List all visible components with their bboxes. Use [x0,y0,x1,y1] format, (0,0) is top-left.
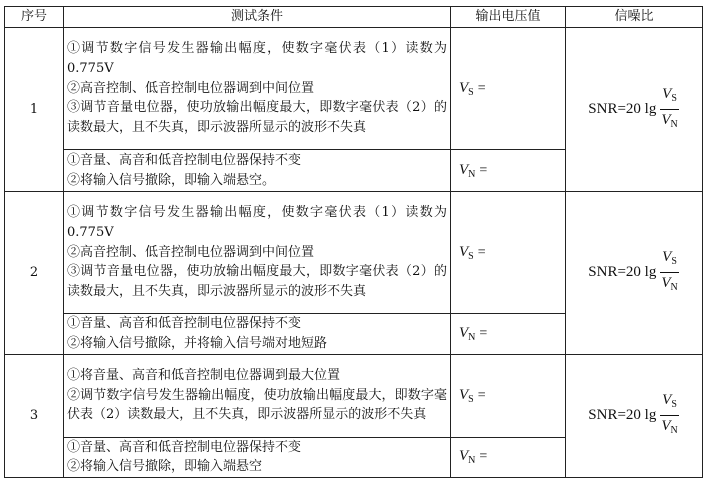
row-number: 3 [5,354,64,478]
voltage-symbol: V [661,112,671,128]
signal-subscript: S [468,86,474,98]
snr-formula-cell [566,354,703,478]
snr-test-table [4,6,703,478]
signal-condition-cell [64,192,451,314]
table-row [5,354,703,437]
snr-fraction [659,248,679,297]
condition-step: ②调节数字信号发生器输出幅度，使功放输出幅度最大，即数字毫伏表（2）读数最大，且不失真，即示波器所显示的波形不失真 [67,387,447,423]
signal-subscript: S [468,250,474,262]
header-condition: 测试条件 [64,7,451,28]
condition-step: ①调节数字信号发生器输出幅度，使数字毫伏表（1）读数为 0.775V [67,205,447,240]
header-output: 输出电压值 [451,7,566,28]
signal-subscript: S [671,256,677,268]
header-no: 序号 [5,7,64,28]
noise-subscript: N [468,168,476,180]
snr-formula-cell [566,28,703,192]
equals-sign: = [479,162,488,178]
condition-step: ②将输入信号撤除，并将输入信号端对地短路 [67,335,328,351]
snr-prefix: SNR=20 lg [588,101,657,117]
header-row [5,7,703,28]
equals-sign: = [479,325,488,341]
signal-subscript: S [671,399,677,411]
noise-voltage-cell [451,314,566,355]
voltage-symbol: V [459,324,469,341]
noise-condition-cell [64,150,451,192]
noise-voltage-cell [451,150,566,192]
condition-step: ①将音量、高音和低音控制电位器调到最大位置 [67,367,341,383]
voltage-symbol: V [662,392,672,409]
snr-fraction [659,85,679,134]
noise-subscript: N [670,119,678,130]
signal-voltage-cell [451,192,566,314]
snr-formula-cell [566,192,703,355]
condition-step: ①调节数字信号发生器输出幅度，使数字毫伏表（1）读数为 0.775V [67,41,447,76]
condition-step: ②高音控制、低音控制电位器调到中间位置 [67,80,315,96]
voltage-symbol: V [662,86,672,102]
snr-fraction [659,391,679,440]
noise-condition-cell [64,437,451,478]
voltage-symbol: V [459,243,469,260]
voltage-symbol: V [661,275,671,292]
equals-sign: = [477,244,486,260]
noise-condition-cell [64,314,451,355]
condition-step: ①音量、高音和低音控制电位器保持不变 [67,152,302,168]
equals-sign: = [479,449,488,465]
condition-step: ②将输入信号撤除，即输入端悬空。 [67,172,276,188]
noise-subscript: N [670,282,678,294]
equals-sign: = [477,387,486,403]
voltage-symbol: V [459,448,469,465]
noise-subscript: N [670,425,678,437]
voltage-symbol: V [662,249,672,266]
row-number: 1 [5,28,64,192]
signal-subscript: S [671,93,677,104]
condition-step: ③调节音量电位器，使功放输出幅度最大，即数字毫伏表（2）的读数最大，且不失真，即示波器所显示的波形不失真 [67,100,447,136]
noise-subscript: N [468,331,476,343]
condition-step: ②将输入信号撤除，即输入端悬空 [67,459,263,475]
voltage-symbol: V [459,161,469,178]
snr-formula [588,391,679,440]
condition-step: ②高音控制、低音控制电位器调到中间位置 [67,244,315,260]
condition-step: ①音量、高音和低音控制电位器保持不变 [67,316,302,331]
snr-formula [588,248,679,297]
snr-formula [588,85,679,134]
voltage-symbol: V [459,386,469,403]
snr-prefix: SNR=20 lg [588,407,657,424]
condition-step: ①音量、高音和低音控制电位器保持不变 [67,439,302,455]
row-number: 2 [5,192,64,355]
noise-voltage-cell [451,437,566,478]
condition-step: ③调节音量电位器，使功放输出幅度最大，即数字毫伏表（2）的读数最大，且不失真，即示波器所显示的波形不失真 [67,264,447,300]
voltage-symbol: V [661,418,671,435]
equals-sign: = [477,80,486,96]
table-row [5,192,703,314]
signal-voltage-cell [451,28,566,150]
table-row [5,28,703,150]
noise-subscript: N [468,455,476,467]
snr-prefix: SNR=20 lg [588,264,657,281]
signal-condition-cell [64,354,451,437]
signal-subscript: S [468,393,474,405]
voltage-symbol: V [459,79,469,96]
signal-voltage-cell [451,354,566,437]
header-snr: 信噪比 [566,7,703,28]
signal-condition-cell [64,28,451,150]
